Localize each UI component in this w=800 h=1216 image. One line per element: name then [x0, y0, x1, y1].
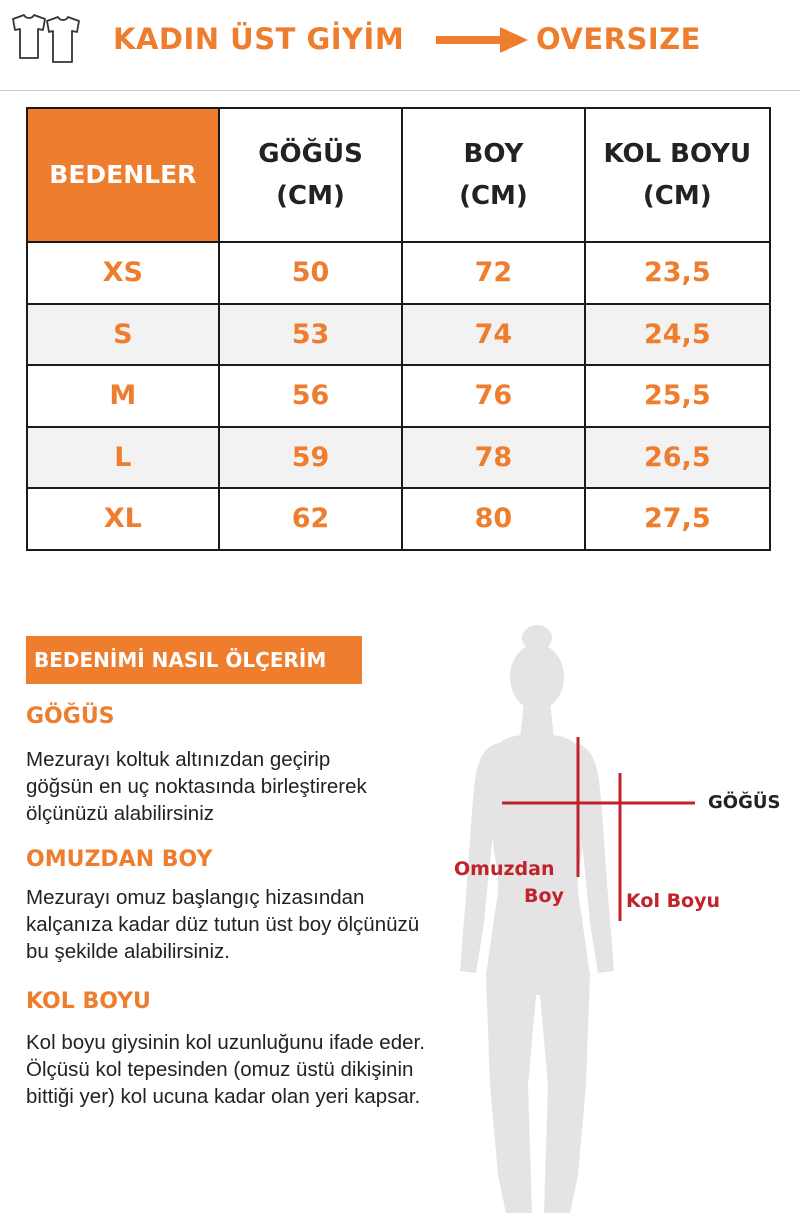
how-to-measure-badge: BEDENİMİ NASIL ÖLÇERİM [26, 636, 362, 684]
length-measure-label-line1: Omuzdan [454, 858, 555, 880]
header-divider [0, 90, 800, 91]
table-row [27, 304, 770, 366]
length-measure-label-line2: Boy [524, 885, 564, 907]
length-cell: 78 [402, 427, 584, 489]
header-sleeve-label: KOL BOYU [603, 139, 752, 169]
size-cell: XS [27, 242, 219, 304]
table-row [27, 242, 770, 304]
sleeve-section-title: KOL BOYU [26, 989, 151, 1014]
arrow-right-icon [436, 27, 528, 53]
header-chest [219, 108, 403, 242]
chest-cell: 62 [219, 488, 403, 550]
sleeve-cell: 25,5 [585, 365, 770, 427]
header-chest-label: GÖĞÜS [258, 139, 363, 169]
chest-cell: 50 [219, 242, 403, 304]
header-chest-unit: (CM) [276, 181, 345, 211]
length-section-title: OMUZDAN BOY [26, 847, 213, 872]
length-section-text: Mezurayı omuz başlangıç hizasından kalçanıza kadar düz tutun üst boy ölçünüzü bu şekilde alabilirsiniz. [26, 886, 420, 963]
header-sleeve [585, 108, 770, 242]
t-shirt-icon [10, 14, 82, 68]
table-row [27, 427, 770, 489]
size-cell: S [27, 304, 219, 366]
size-table [26, 107, 771, 551]
chest-measure-label: GÖĞÜS [708, 792, 781, 813]
length-cell: 76 [402, 365, 584, 427]
table-header-row [27, 108, 770, 242]
header-length-unit: (CM) [459, 181, 528, 211]
table-row [27, 488, 770, 550]
length-cell: 80 [402, 488, 584, 550]
header-sizes [27, 108, 219, 242]
size-cell: XL [27, 488, 219, 550]
header [0, 0, 800, 90]
header-sizes-label: BEDENLER [49, 160, 197, 189]
header-right-title: OVERSIZE [536, 22, 701, 56]
body-figure [440, 615, 800, 1216]
header-left-title: KADIN ÜST GİYİM [113, 22, 405, 56]
sleeve-cell: 24,5 [585, 304, 770, 366]
sleeve-measure-label: Kol Boyu [626, 890, 721, 912]
sleeve-cell: 26,5 [585, 427, 770, 489]
header-sleeve-unit: (CM) [642, 181, 712, 211]
chest-cell: 59 [219, 427, 403, 489]
sleeve-cell: 23,5 [585, 242, 770, 304]
body-silhouette [440, 615, 800, 1216]
sleeve-section-text: Kol boyu giysinin kol uzunluğunu ifade eder. Ölçüsü kol tepesinden (omuz üstü dikişinin bittiği yer) kol ucuna kadar olan yeri kapsar. [26, 1031, 425, 1108]
size-cell: L [27, 427, 219, 489]
chest-section-text: Mezurayı koltuk altınızdan geçirip göğsün en uç noktasında birleştirerek ölçünüzü alabilirsiniz [26, 748, 367, 825]
chest-section-title: GÖĞÜS [26, 704, 115, 729]
table-row [27, 365, 770, 427]
length-cell: 74 [402, 304, 584, 366]
header-length-label: BOY [463, 139, 524, 169]
header-length [402, 108, 584, 242]
sleeve-cell: 27,5 [585, 488, 770, 550]
length-cell: 72 [402, 242, 584, 304]
size-cell: M [27, 365, 219, 427]
chest-cell: 53 [219, 304, 403, 366]
chest-cell: 56 [219, 365, 403, 427]
